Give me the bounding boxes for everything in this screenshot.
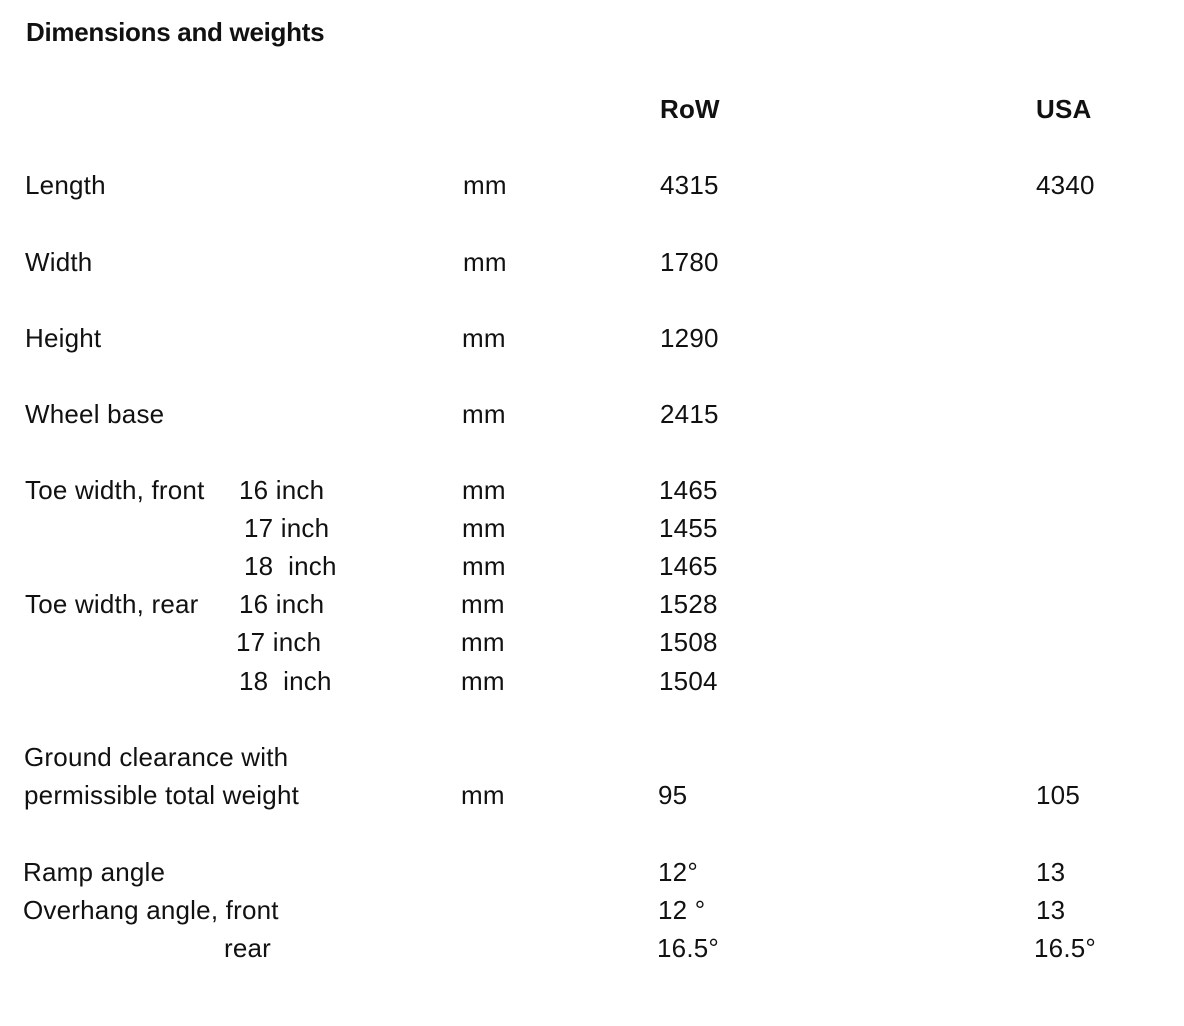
row-value-row: 12° bbox=[658, 857, 698, 887]
page-title: Dimensions and weights bbox=[26, 17, 325, 47]
row-unit: mm bbox=[461, 666, 505, 696]
row-value-row: 1455 bbox=[659, 513, 718, 543]
row-value-row: 12 ° bbox=[658, 895, 706, 925]
row-value-usa: 16.5° bbox=[1034, 933, 1097, 963]
row-unit: mm bbox=[462, 551, 506, 581]
row-value-row: 1504 bbox=[659, 666, 718, 696]
row-unit: mm bbox=[461, 589, 505, 619]
row-label: Width bbox=[25, 247, 93, 277]
row-unit: mm bbox=[461, 627, 505, 657]
column-header-row: RoW bbox=[660, 94, 720, 124]
row-label: Wheel base bbox=[25, 399, 165, 429]
row-label-line2: permissible total weight bbox=[24, 780, 300, 810]
row-label: Overhang angle, front bbox=[23, 895, 279, 925]
row-size: 16 inch bbox=[239, 589, 325, 619]
group-label: Toe width, rear bbox=[25, 589, 199, 619]
row-value-usa: 4340 bbox=[1036, 170, 1095, 200]
row-size: 17 inch bbox=[244, 513, 330, 543]
row-size: 18 inch bbox=[239, 666, 332, 696]
row-unit: mm bbox=[462, 513, 506, 543]
row-label: Height bbox=[25, 323, 102, 353]
row-size: 17 inch bbox=[236, 627, 322, 657]
row-unit: mm bbox=[462, 399, 506, 429]
row-value-row: 1290 bbox=[660, 323, 719, 353]
row-value-row: 1780 bbox=[660, 247, 719, 277]
row-unit: mm bbox=[461, 780, 505, 810]
row-value-row: 16.5° bbox=[657, 933, 720, 963]
row-unit: mm bbox=[462, 475, 506, 505]
column-header-usa: USA bbox=[1036, 94, 1092, 124]
group-label: Toe width, front bbox=[25, 475, 205, 505]
row-value-row: 1508 bbox=[659, 627, 718, 657]
row-unit: mm bbox=[463, 247, 507, 277]
row-value-usa: 13 bbox=[1036, 857, 1066, 887]
row-value-row: 2415 bbox=[660, 399, 719, 429]
row-unit: mm bbox=[463, 170, 507, 200]
row-unit: mm bbox=[462, 323, 506, 353]
row-value-usa: 105 bbox=[1036, 780, 1080, 810]
row-value-row: 4315 bbox=[660, 170, 719, 200]
row-label-line1: Ground clearance with bbox=[24, 742, 289, 772]
row-value-usa: 13 bbox=[1036, 895, 1066, 925]
row-size: 16 inch bbox=[239, 475, 325, 505]
row-label: Ramp angle bbox=[23, 857, 166, 887]
row-value-row: 1465 bbox=[659, 551, 718, 581]
row-label: rear bbox=[224, 933, 272, 963]
row-value-row: 1528 bbox=[659, 589, 718, 619]
row-label: Length bbox=[25, 170, 106, 200]
row-value-row: 1465 bbox=[659, 475, 718, 505]
row-value-row: 95 bbox=[658, 780, 688, 810]
row-size: 18 inch bbox=[244, 551, 337, 581]
